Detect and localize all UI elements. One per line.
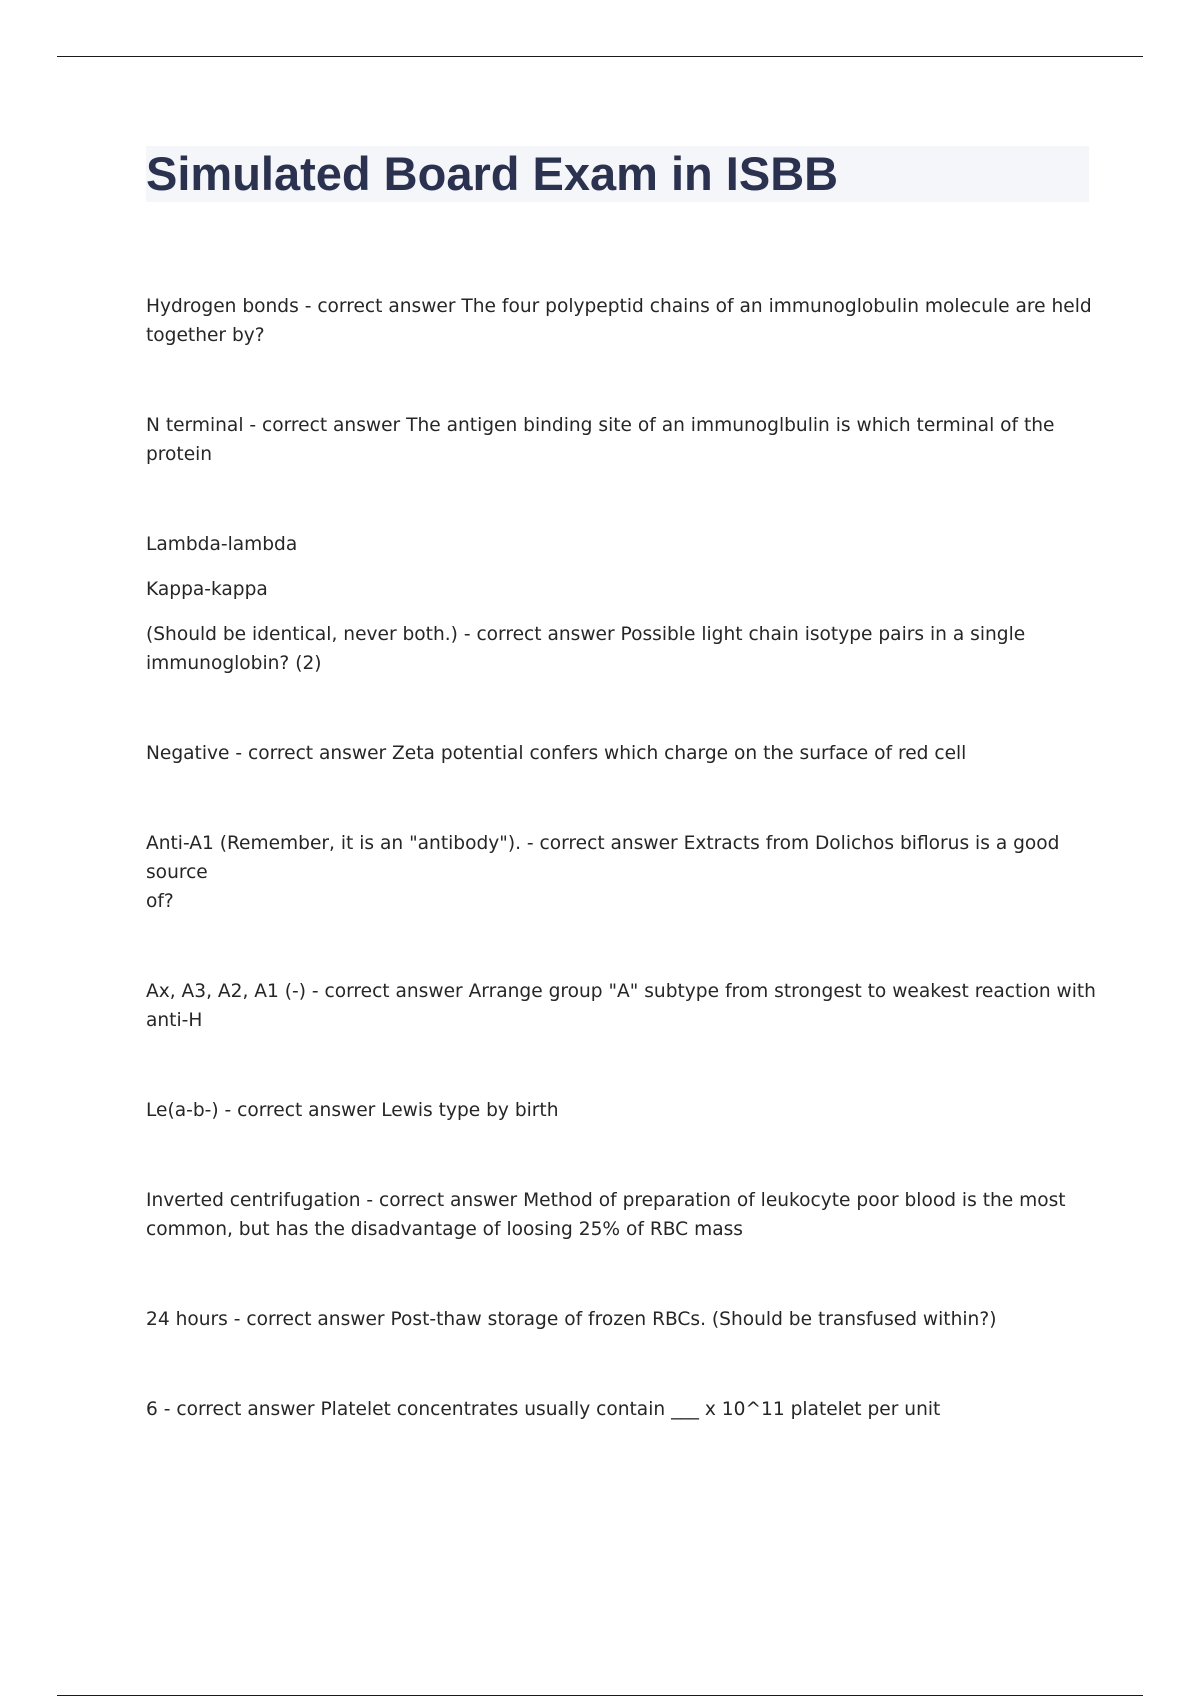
qa-line: together by?	[146, 325, 265, 346]
qa-item	[146, 530, 1096, 678]
qa-item	[146, 292, 1096, 350]
qa-list	[146, 292, 1096, 1424]
qa-line: Hydrogen bonds - correct answer The four polypeptid chains of an immunoglobulin molecule are held	[146, 296, 1092, 317]
qa-item	[146, 1186, 1096, 1244]
qa-line: anti-H	[146, 1010, 203, 1031]
qa-line: Inverted centrifugation - correct answer Method of preparation of leukocyte poor blood is the most	[146, 1190, 1066, 1211]
qa-item	[146, 1096, 1096, 1125]
qa-line: 24 hours - correct answer Post-thaw storage of frozen RBCs. (Should be transfused within?)	[146, 1309, 997, 1330]
qa-line: protein	[146, 444, 213, 465]
page-title: Simulated Board Exam in ISBB	[146, 147, 839, 200]
qa-line: Negative - correct answer Zeta potential confers which charge on the surface of red cell	[146, 743, 967, 764]
qa-item	[146, 739, 1096, 768]
bottom-rule	[57, 1695, 1143, 1696]
qa-line: Lambda-lambda	[146, 534, 298, 555]
qa-line: Ax, A3, A2, A1 (-) - correct answer Arrange group "A" subtype from strongest to weakest reaction with	[146, 981, 1096, 1002]
qa-item	[146, 829, 1096, 916]
qa-item	[146, 1305, 1096, 1334]
top-rule	[57, 56, 1143, 57]
qa-item	[146, 1395, 1096, 1424]
qa-line: N terminal - correct answer The antigen binding site of an immunoglbulin is which terminal of the	[146, 415, 1055, 436]
qa-line: Le(a-b-) - correct answer Lewis type by birth	[146, 1100, 559, 1121]
qa-item	[146, 977, 1096, 1035]
qa-line: immunoglobin? (2)	[146, 653, 322, 674]
qa-line: (Should be identical, never both.) - correct answer Possible light chain isotype pairs in a single	[146, 624, 1026, 645]
qa-line: of?	[146, 891, 174, 912]
qa-item	[146, 411, 1096, 469]
qa-line: Anti-A1 (Remember, it is an "antibody"). - correct answer Extracts from Dolichos biflorus is a good source	[146, 833, 1060, 883]
qa-line: common, but has the disadvantage of loosing 25% of RBC mass	[146, 1219, 743, 1240]
qa-line: 6 - correct answer Platelet concentrates usually contain ___ x 10^11 platelet per unit	[146, 1399, 941, 1420]
qa-line: Kappa-kappa	[146, 579, 268, 600]
